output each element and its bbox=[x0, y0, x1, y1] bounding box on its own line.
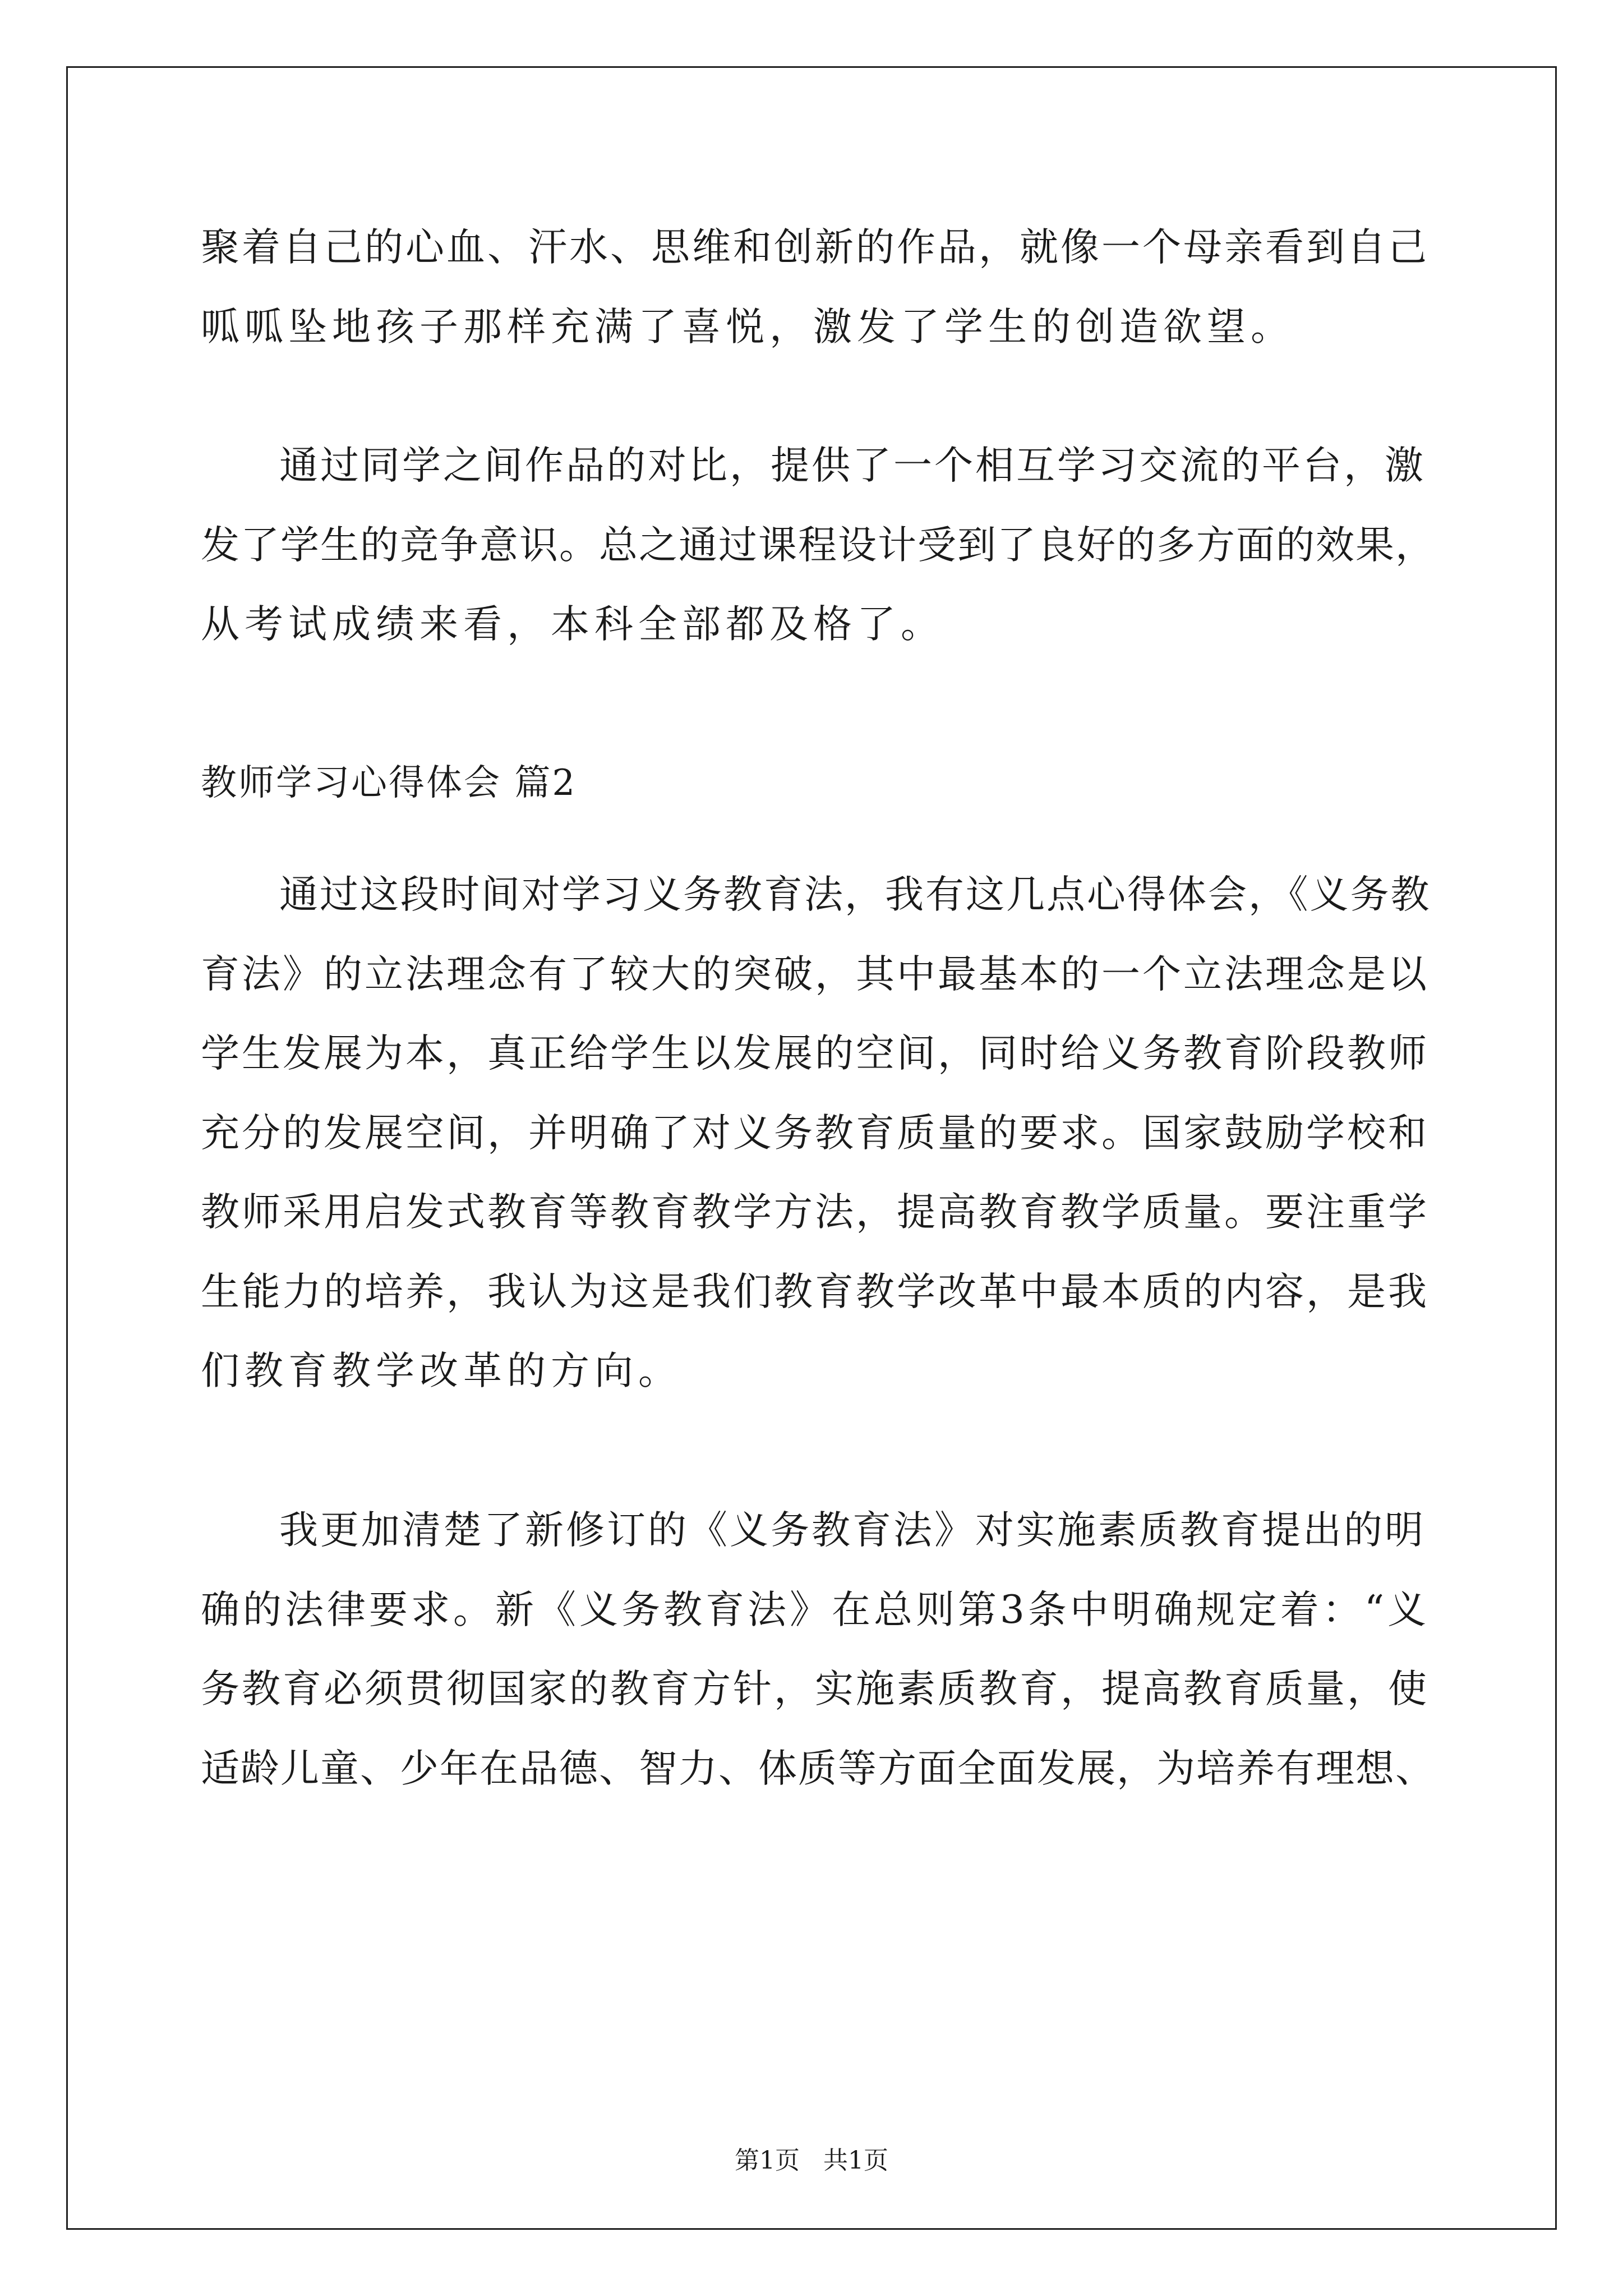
text-line: 们教育教学改革的方向。 bbox=[201, 1349, 682, 1393]
text-line: 务教育必须贯彻国家的教育方针，实施素质教育，提高教育质量，使 bbox=[201, 1667, 1429, 1711]
text-line: 教师采用启发式教育等教育教学方法，提高教育教学质量。要注重学 bbox=[201, 1190, 1429, 1235]
text-line: 确的法律要求。新《义务教育法》在总则第3条中明确规定着：“义 bbox=[201, 1588, 1430, 1632]
text-line: 育法》的立法理念有了较大的突破，其中最基本的一个立法理念是以 bbox=[201, 952, 1429, 997]
text-line: 适龄儿童、少年在品德、智力、体质等方面全面发展，为培养有理想、 bbox=[201, 1746, 1435, 1791]
section-heading: 教师学习心得体会 篇2 bbox=[201, 762, 577, 804]
text-line: 从考试成绩来看，本科全部都及格了。 bbox=[201, 602, 944, 647]
text-line: 发了学生的竞争意识。总之通过课程设计受到了良好的多方面的效果， bbox=[201, 523, 1435, 568]
paragraph-first-line: 我更加清楚了新修订的《义务教育法》对实施素质教育提出的明 bbox=[279, 1508, 1426, 1553]
text-line: 聚着自己的心血、汗水、思维和创新的作品，就像一个母亲看到自己 bbox=[201, 225, 1429, 270]
text-line: 充分的发展空间，并明确了对义务教育质量的要求。国家鼓励学校和 bbox=[201, 1111, 1429, 1156]
text-line: 呱呱坠地孩子那样充满了喜悦，激发了学生的创造欲望。 bbox=[201, 305, 1294, 349]
text-line: 生能力的培养，我认为这是我们教育教学改革中最本质的内容，是我 bbox=[201, 1269, 1429, 1314]
paragraph-first-line: 通过同学之间作品的对比，提供了一个相互学习交流的平台，激 bbox=[279, 443, 1426, 488]
paragraph-first-line: 通过这段时间对学习义务教育法，我有这几点心得体会，《义务教 bbox=[279, 872, 1431, 917]
text-line: 学生发展为本，真正给学生以发展的空间，同时给义务教育阶段教师 bbox=[201, 1031, 1429, 1076]
page-footer: 第1页 共1页 bbox=[735, 2146, 888, 2175]
